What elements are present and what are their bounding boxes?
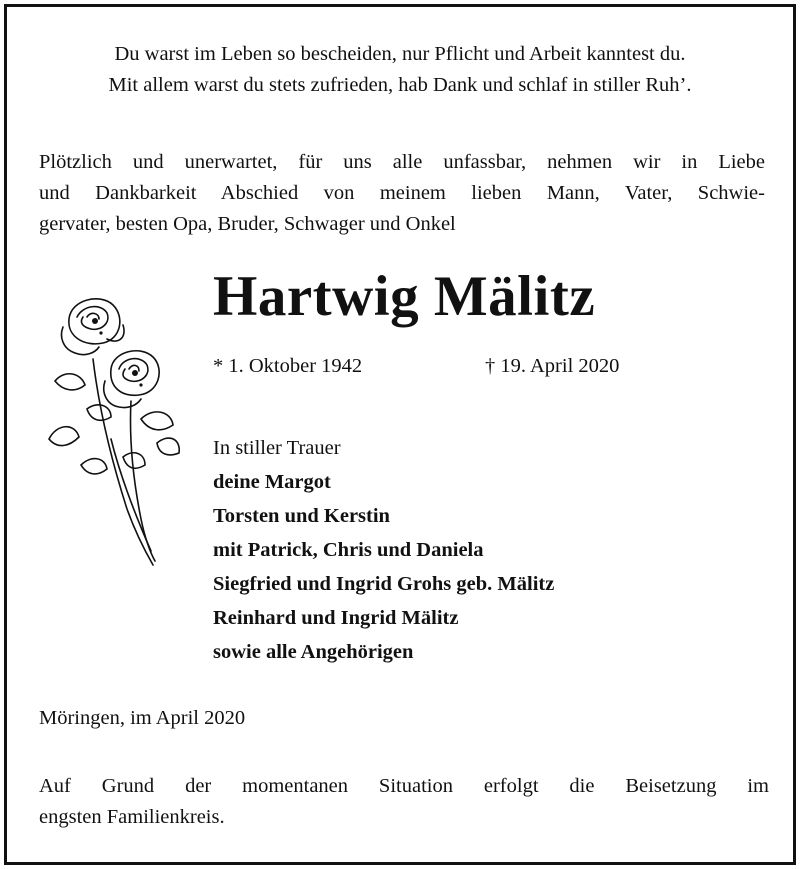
birth-date: * 1. Oktober 1942: [213, 355, 363, 377]
burial-note: [39, 771, 769, 833]
mourner-line: deine Margot: [213, 471, 331, 493]
mourner-line: Torsten und Kerstin: [213, 505, 390, 527]
place-date: Möringen, im April 2020: [39, 707, 246, 729]
note-line-2: engsten Familienkreis.: [39, 806, 225, 828]
note-line-1: Auf Grund der momentanen Situation erfolgt die Beisetzung im: [39, 775, 769, 797]
verse-line-1: Du warst im Leben so bescheiden, nur Pflicht und Arbeit kanntest du.: [114, 43, 686, 65]
roses-icon: [41, 289, 181, 574]
obituary-frame: [4, 4, 796, 865]
death-date: † 19. April 2020: [485, 355, 620, 377]
mourner-line: Reinhard und Ingrid Mälitz: [213, 607, 459, 629]
intro-line-3: gervater, besten Opa, Bruder, Schwager und Onkel: [39, 213, 456, 235]
mourner-line: Siegfried und Ingrid Grohs geb. Mälitz: [213, 573, 555, 595]
mourner-line: sowie alle Angehörigen: [213, 641, 414, 663]
intro-text: [39, 147, 765, 240]
mourners-lead: In stiller Trauer: [213, 437, 341, 459]
verse: [7, 39, 793, 101]
intro-line-1: Plötzlich und unerwartet, für uns alle unfassbar, nehmen wir in Liebe: [39, 151, 765, 173]
mourners-list: [213, 431, 554, 669]
mourner-line: mit Patrick, Chris und Daniela: [213, 539, 484, 561]
verse-line-2: Mit allem warst du stets zufrieden, hab Dank und schlaf in stiller Ruh’.: [108, 74, 692, 96]
intro-line-2: und Dankbarkeit Abschied von meinem lieben Mann, Vater, Schwie-: [39, 182, 765, 204]
life-dates: [213, 351, 620, 381]
deceased-name: Hartwig Mälitz: [213, 265, 596, 328]
